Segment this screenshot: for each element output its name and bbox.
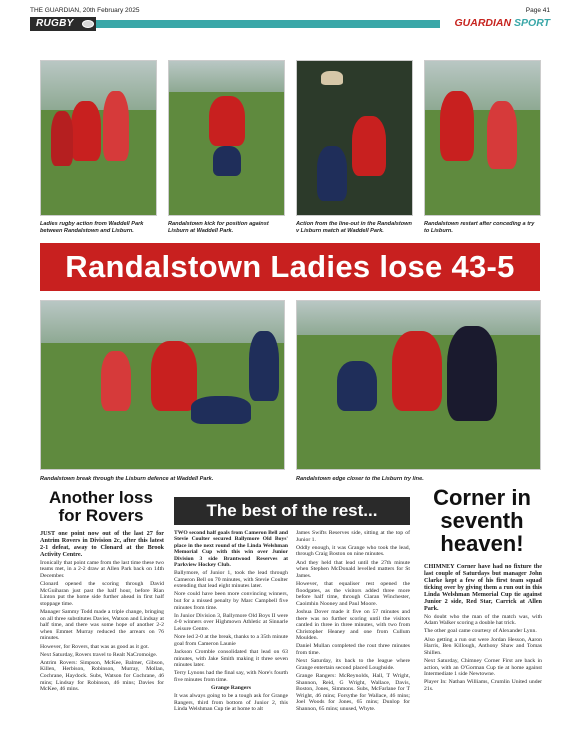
best-para: It was always going to be a tough ask for Grange Rangers, third from bottom of Junior 2, this Linda Welshman Cup tie at home to alt <box>174 693 288 713</box>
photo-2 <box>168 60 285 216</box>
best-para: However, that equaliser rest opened the floodgates, as the visitors added three more before half time, through Ciaran Winchester, Caoimhin Nooney and Paul Moore. <box>296 580 410 607</box>
corner-para: Player In: Nathan Williams, Crumlin United under 21s. <box>424 679 542 692</box>
rovers-lead: JUST one point now out of the last 27 for Antrim Rovers in Division 2c, after this latest 2-1 defeat, away to Clonard at the Brook Activity Centre. <box>40 530 164 558</box>
photo-5 <box>40 300 285 470</box>
rovers-para: Next Saturday, Rovers travel to Realt NaCromoige. <box>40 651 158 658</box>
corner-para: Next Saturday, Chimney Corner First are back in action, with an O'Gorman Cup tie at home against Intermediate 1 side Newtowne. <box>424 657 542 678</box>
rovers-para: Clonard opened the scoring through David McGuiharan just past the half hour, before Rian Linton put the home side further ahead in first half stoppage time. <box>40 580 164 607</box>
photo-caption-5: Randalstown break through the Lisburn defence at Waddell Park. <box>40 476 214 482</box>
rovers-article <box>40 530 164 694</box>
corner-headline: Corner in seventh heaven! <box>433 485 531 556</box>
photo-1 <box>40 60 157 216</box>
best-para: Daniel Mullan completed the rout three minutes from time. <box>296 643 410 657</box>
teal-divider <box>96 20 440 28</box>
best-article-col2 <box>296 530 410 714</box>
photo-caption-1: Ladies rugby action from Waddell Park between Randalstown and Lisburn. <box>40 221 144 234</box>
best-article-col1 <box>174 530 288 715</box>
main-headline-text: Randalstown Ladies lose 43-5 <box>65 249 515 284</box>
main-headline <box>40 243 540 291</box>
best-para: And they held that lead until the 27th minute when Stephen McDonald levelled matters for St James. <box>296 559 410 579</box>
newspaper-dateline: THE GUARDIAN, 20th February 2025 <box>30 7 140 14</box>
best-subhead: Grange Rangers <box>211 685 251 692</box>
best-para: Nore could have been more convincing winners, but for a missed penalty by Marc Campbell five minutes from time. <box>174 591 288 611</box>
section-band <box>30 17 550 31</box>
brand-sport: SPORT <box>514 17 550 29</box>
best-of-rest-banner <box>174 497 410 525</box>
best-para: Grange Rangers: McReynolds, Hall, T Wright, Shannon, Reid, G Wright, Wallace, Davis, Boston, Jones, Simmons. Subs, McFarlane for T Wright, 46 mins; Forsythe for Wallace, 46 mins; Joel Woods for Jones, 65 mins; Dunlop for Shannon, 65 mins; unused, Whyte. <box>296 673 410 712</box>
corner-para: No doubt who the man of the match was, with Adam Walker scoring a double hat trick. <box>424 613 542 627</box>
rovers-para: However, for Rovers, that was as good as it got. <box>40 643 150 650</box>
photo-4 <box>424 60 541 216</box>
corner-lead: CHIMNEY Corner have had no fixture the last couple of Saturdays but manager John Clarke kept a few of his first team squad ticking over by giving them a run out in this Linda Welshman Memorial Cup tie against Junior 2 side, Red Star, Carrick at Allen Park. <box>424 563 542 612</box>
page-number: Page 41 <box>525 7 550 14</box>
corner-para: The other goal came courtesy of Alexander Lynn. <box>424 628 537 635</box>
photo-caption-3: Action from the line-out in the Randalstown v Lisburn match at Waddell Park. <box>296 221 412 234</box>
corner-para: Also getting a run out were Jordan Hesson, Aaron Harris, Ben Killough, Anthony Shaw and Tomas Shillen. <box>424 636 542 656</box>
rovers-para: Manager Sammy Todd made a triple change, bringing on all three substitutes Davies, Watson and Lindsay at half time, and there was some hope of another 2-2 when Emmet Murray reduced the arrears on 76 minutes. <box>40 608 164 642</box>
best-of-rest-title: The best of the rest... <box>206 501 378 520</box>
section-tag-label: RUGBY <box>36 18 74 29</box>
corner-article <box>424 563 542 694</box>
best-para: Terry Lynons had the final say, with Nore's fourth five minutes from time. <box>174 670 288 683</box>
rugby-ball-icon <box>82 20 94 28</box>
best-para: Next Saturday, its back to the league where Grange entertain second placed Loughside. <box>296 658 410 671</box>
best-para: In Junior Division 3, Ballymore Old Boys II were 4-0 winners over Highmown Athletic at Sinnarle Leisure Centre. <box>174 612 288 632</box>
photo-3 <box>296 60 413 216</box>
rovers-para: Antrim Rovers: Simpson, McKee, Balmer, Gibson, Killen, Herbison, Robinson, Murray, Mollan, Cochrane, Haydock. Subs, Watson for Cochrane, 46 mins; Lindsay for Robinson, 46 mins; Davies for McKee, 46 mins. <box>40 659 164 693</box>
brand-guardian: GUARDIAN <box>454 17 512 29</box>
photo-caption-6: Randalstown edge closer to the Lisburn try line. <box>296 476 424 482</box>
photo-6 <box>296 300 541 470</box>
best-para: Ballymore, of Junior 1, took the lead through Cameron Bell on 70 minutes, with Stevie Coulter extending that lead eight minutes later. <box>174 570 288 590</box>
photo-caption-2: Randalstown kick for position against Lisburn at Waddell Park. <box>168 221 269 234</box>
rovers-para: Ironically that point came from the last time these two teams met, in a 2-2 draw at Allen Park back on 14th December. <box>40 559 164 579</box>
best-para: Oddly enough, it was Grange who took the lead, through Craig Boston on nine minutes. <box>296 544 410 558</box>
best-para: Jackson Cromble consolidated that lead on 63 minutes, with Jake Smith making it three seven minutes later. <box>174 648 288 669</box>
guardian-sport-logo <box>455 17 551 31</box>
photo-caption-4: Randalstown restart after conceding a try to Lisburn. <box>424 221 535 234</box>
best-para: Joshua Dover made it five on 57 minutes and there was no further scoring until the visitors cantled in three in three minutes, with two from Christopher Heaney and one from Cullum Moulden. <box>296 608 410 642</box>
best-lead: TWO second half goals from Cameron Bell and Stevie Coulter secured Ballymore Old Boys' place in the next round of the Linda Welshman Memorial Cup with this win over Junior Division 3 side Brantwood Reserves at Parkview Hockey Club. <box>174 530 288 569</box>
best-para: Nore led 2-0 at the break, thanks to a 35th minute goal from Cameron Launie <box>174 634 288 647</box>
rovers-headline: Another loss for Rovers <box>49 488 153 525</box>
best-para: James Swifts Reserves side, sitting at the top of Junior 1. <box>296 530 410 543</box>
